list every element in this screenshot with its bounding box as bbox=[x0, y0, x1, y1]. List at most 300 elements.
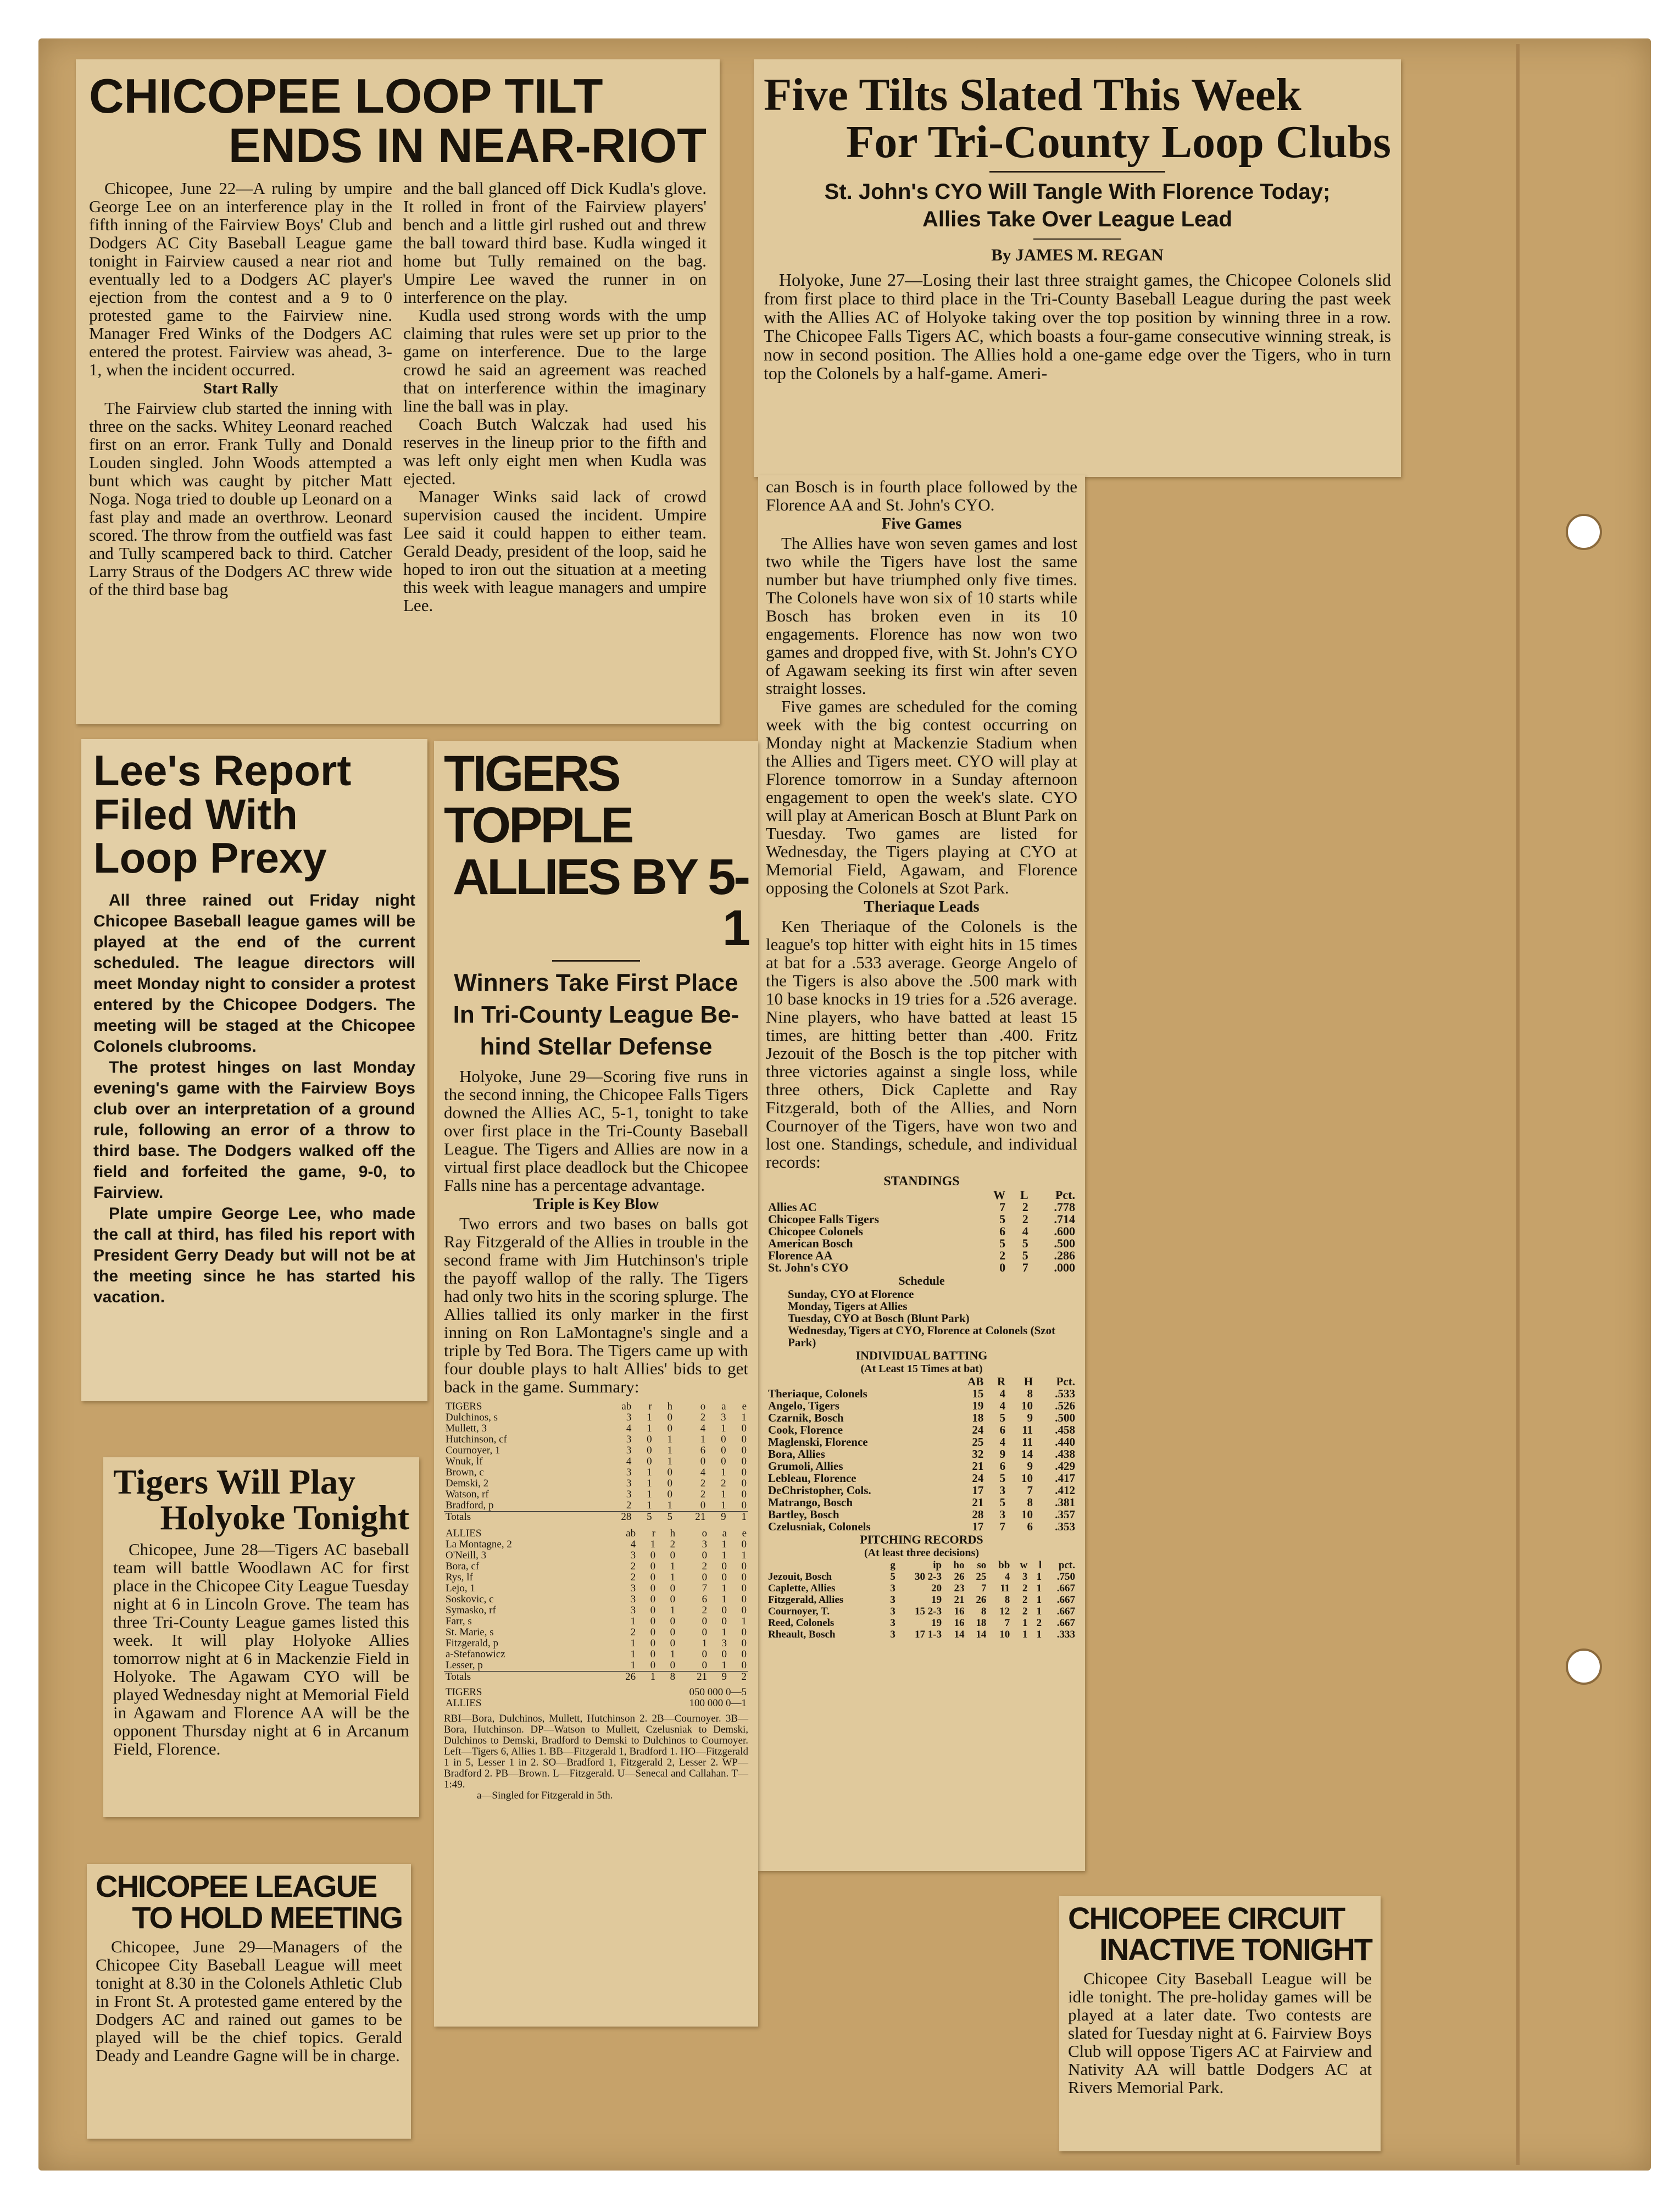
box-score-allies bbox=[444, 1528, 748, 1683]
headline-line-3: Loop Prexy bbox=[93, 834, 327, 882]
player-name: Wnuk, lf bbox=[446, 1456, 483, 1468]
stat-cell: 0 bbox=[647, 1445, 652, 1457]
stat-cell: 3 bbox=[890, 1629, 895, 1640]
column-header: w bbox=[1020, 1559, 1028, 1571]
clipping-chicopee-circuit bbox=[1059, 1896, 1381, 2151]
stat-cell: 0 bbox=[650, 1583, 656, 1595]
stat-cell: 2 bbox=[1022, 1200, 1028, 1214]
stat-cell: 4 bbox=[700, 1467, 706, 1479]
stat-cell: 0 bbox=[667, 1478, 673, 1490]
paragraph: Chicopee City Baseball League will be idle tonight. The pre-holiday games will be played at a later date. Two contests are slated for Tuesday night at 6. Fairview Boys Club will oppose Tigers AC at Fairview and Nativity AA will battle Dodgers AC at Rivers Memorial Park. bbox=[1068, 1969, 1372, 2097]
runs-by-inning: 100 000 0—1 bbox=[689, 1697, 747, 1709]
stat-cell: 0 bbox=[721, 1561, 727, 1573]
article-body bbox=[113, 1540, 409, 1758]
stat-cell: 1 bbox=[721, 1594, 727, 1606]
subhead: Start Rally bbox=[203, 379, 279, 397]
stat-cell: 24 bbox=[972, 1472, 984, 1485]
player-name: Czelusniak, Colonels bbox=[768, 1520, 871, 1533]
stat-cell: 1 bbox=[702, 1638, 708, 1650]
table-row bbox=[444, 1627, 748, 1638]
stat-cell: .429 bbox=[1055, 1459, 1075, 1473]
stat-cell: 5 bbox=[1022, 1236, 1028, 1250]
divider bbox=[989, 171, 1165, 173]
stat-cell: 0 bbox=[741, 1478, 747, 1490]
table-row bbox=[766, 1472, 1077, 1484]
column-header: AB bbox=[967, 1375, 984, 1388]
stat-cell: .667 bbox=[1056, 1617, 1075, 1629]
stat-cell: 1 bbox=[721, 1423, 726, 1435]
stat-cell: 0 bbox=[647, 1434, 652, 1446]
batting-title: INDIVIDUAL BATTING bbox=[855, 1348, 988, 1362]
table-row bbox=[444, 1434, 748, 1445]
stat-cell: 3 bbox=[630, 1605, 636, 1617]
column-header: o bbox=[700, 1401, 706, 1413]
line-score bbox=[444, 1687, 748, 1709]
headline-line-2: For Tri-County Loop Clubs bbox=[846, 116, 1391, 168]
stat-cell: 4 bbox=[630, 1539, 636, 1551]
headline-line-1: CHICOPEE CIRCUIT bbox=[1068, 1901, 1345, 1935]
stat-cell: 1 bbox=[721, 1550, 727, 1562]
stat-cell: 1 bbox=[741, 1511, 747, 1523]
stat-cell: 26 bbox=[976, 1594, 987, 1606]
stat-cell: 5 bbox=[999, 1236, 1006, 1250]
stat-cell: .417 bbox=[1055, 1472, 1075, 1485]
stat-cell: 24 bbox=[972, 1423, 984, 1436]
paragraph: The protest hinges on last Monday evening's game with the Fairview Boys club over an interpretation of a ground rule, following an error of a throw to third base. The Dodgers walked off the field and forfeited the game, 9-0, to Fairview. bbox=[93, 1058, 415, 1202]
clipping-five-tilts bbox=[754, 59, 1401, 477]
column-header: so bbox=[977, 1559, 987, 1571]
stat-cell: .440 bbox=[1055, 1435, 1075, 1448]
stat-cell: 5 bbox=[999, 1212, 1006, 1226]
table-row bbox=[444, 1489, 748, 1500]
table-row bbox=[766, 1520, 1077, 1533]
stat-cell: 2 bbox=[1022, 1606, 1028, 1617]
stat-cell: 3 bbox=[721, 1412, 726, 1424]
stat-cell: 2 bbox=[1022, 1212, 1028, 1226]
stat-cell: 0 bbox=[702, 1648, 708, 1661]
runs-by-inning: 050 000 0—5 bbox=[689, 1686, 747, 1699]
stat-cell: 4 bbox=[999, 1399, 1006, 1412]
stat-cell: 2 bbox=[670, 1539, 676, 1551]
table-row bbox=[444, 1561, 748, 1572]
clipping-tigers-will-play bbox=[103, 1457, 419, 1817]
stat-cell: 1 bbox=[647, 1500, 652, 1512]
stat-cell: 2 bbox=[700, 1489, 706, 1501]
subheadline-1: St. John's CYO Will Tangle With Florence Today; bbox=[824, 180, 1331, 204]
stat-cell: 0 bbox=[670, 1583, 676, 1595]
pitching-subtitle: (At least three decisions) bbox=[864, 1547, 980, 1559]
column-header: TIGERS bbox=[446, 1401, 482, 1413]
table-row bbox=[444, 1687, 748, 1698]
table-row bbox=[766, 1262, 1077, 1274]
stat-cell: 3 bbox=[630, 1550, 636, 1562]
stat-cell: 1 bbox=[647, 1489, 652, 1501]
column-header: ho bbox=[953, 1559, 965, 1571]
article-body bbox=[1068, 1969, 1372, 2096]
player-name: Bradford, p bbox=[446, 1500, 494, 1512]
stat-cell: 1 bbox=[721, 1539, 727, 1551]
stat-cell: 6 bbox=[999, 1224, 1006, 1238]
subheadline-line: hind Stellar Defense bbox=[480, 1033, 713, 1061]
stat-cell: 1 bbox=[1022, 1629, 1028, 1640]
table-header-row bbox=[766, 1559, 1077, 1571]
column-header: a bbox=[722, 1528, 727, 1540]
stat-cell: 20 bbox=[931, 1583, 942, 1594]
stat-cell: 9 bbox=[1027, 1459, 1033, 1473]
table-row bbox=[766, 1484, 1077, 1496]
clipping-lees-report bbox=[81, 739, 427, 1401]
column-header: bb bbox=[998, 1559, 1010, 1571]
schedule-item: Wednesday, Tigers at CYO, Florence at Colonels (Szot Park) bbox=[788, 1324, 1056, 1349]
table-row bbox=[444, 1478, 748, 1489]
table-row bbox=[444, 1423, 748, 1434]
stat-cell: 3 bbox=[1022, 1571, 1028, 1583]
stat-cell: 0 bbox=[741, 1434, 747, 1446]
stat-cell: 11 bbox=[1022, 1423, 1033, 1436]
stat-cell: .600 bbox=[1054, 1224, 1075, 1238]
player-name: Theriaque, Colonels bbox=[768, 1387, 867, 1400]
team-name: Allies AC bbox=[768, 1200, 817, 1214]
table-row bbox=[444, 1456, 748, 1467]
team-name: TIGERS bbox=[446, 1686, 482, 1699]
stat-cell: 2 bbox=[700, 1478, 706, 1490]
stat-cell: .714 bbox=[1054, 1212, 1075, 1226]
stat-cell: 14 bbox=[1021, 1447, 1033, 1461]
stat-cell: 28 bbox=[972, 1508, 984, 1521]
paragraph: All three rained out Friday night Chicopee Baseball league games will be played at the end of the current scheduled. The league directors will meet Monday night to consider a protest entered by the Chicopee Dodgers. The meeting will be staged at the Chicopee Colonels clubrooms. bbox=[93, 891, 415, 1056]
stat-cell: 0 bbox=[741, 1627, 747, 1639]
paragraph: Two errors and two bases on balls got Ray Fitzgerald of the Allies in trouble in the second frame with Jim Hutchinson's triple the payoff wallop of the rally. The Tigers had only two hits in the scoring splurge. The Allies tallied its only marker in the first inning on Ron LaMontagne's single and a triple by Ted Bora. The Tigers came up with four double plays to halt Allies' bids to get back in the game. Summary: bbox=[444, 1214, 748, 1397]
article-body bbox=[93, 890, 415, 1308]
pitcher-name: Fitzgerald, Allies bbox=[768, 1594, 844, 1606]
table-header-row bbox=[444, 1401, 748, 1412]
player-name: Mullett, 3 bbox=[446, 1423, 487, 1435]
stat-cell: 1 bbox=[670, 1572, 676, 1584]
stat-cell: 6 bbox=[999, 1423, 1006, 1436]
stat-cell: 0 bbox=[721, 1456, 726, 1468]
player-name: Cournoyer, 1 bbox=[446, 1445, 500, 1457]
totals-label: Totals bbox=[446, 1671, 471, 1683]
stat-cell: 25 bbox=[976, 1571, 987, 1583]
table-row bbox=[766, 1400, 1077, 1412]
column-header: ALLIES bbox=[446, 1528, 482, 1540]
stat-cell: 1 bbox=[667, 1456, 673, 1468]
subheadline-2: Allies Take Over League Lead bbox=[922, 207, 1232, 232]
stat-cell: 17 bbox=[972, 1520, 984, 1533]
stat-cell: 1 bbox=[1036, 1629, 1042, 1640]
stat-cell: 0 bbox=[741, 1539, 747, 1551]
paragraph: can Bosch is in fourth place followed by the Florence AA and St. John's CYO. bbox=[766, 477, 1077, 514]
table-row bbox=[444, 1660, 748, 1672]
player-name: Fitzgerald, p bbox=[446, 1638, 499, 1650]
totals-label: Totals bbox=[446, 1511, 471, 1523]
stat-cell: 17 bbox=[972, 1484, 984, 1497]
stat-cell: 7 bbox=[999, 1200, 1006, 1214]
stat-cell: 7 bbox=[1004, 1617, 1010, 1629]
stat-cell: 2 bbox=[630, 1561, 636, 1573]
pitcher-name: Caplette, Allies bbox=[768, 1583, 836, 1594]
stat-cell: 3 bbox=[626, 1467, 632, 1479]
stat-cell: .286 bbox=[1054, 1248, 1075, 1262]
paragraph: Chicopee, June 28—Tigers AC baseball team will battle Woodlawn AC for first place in the Chicopee City League Tuesday night at 6 in Lincoln Grove. The team has three Tri-County League games listed this week. It will play Holyoke Allies tomorrow night at 6 in Mackenzie Field in Holyoke. The Agawam CYO will be played Wednesday night at Memorial Field in Agawam and Florence AA will be the opponent Thursday night at 6 in Arcanum Field, Florence. bbox=[113, 1539, 409, 1758]
stat-cell: 2 bbox=[999, 1248, 1006, 1262]
stat-cell: 21 bbox=[695, 1511, 706, 1523]
stat-cell: 5 bbox=[999, 1411, 1006, 1424]
stat-cell: 1 bbox=[630, 1638, 636, 1650]
player-name: Demski, 2 bbox=[446, 1478, 489, 1490]
stat-cell: 3 bbox=[702, 1539, 708, 1551]
stat-cell: .000 bbox=[1054, 1261, 1075, 1274]
stat-cell: 21 bbox=[972, 1496, 984, 1509]
stat-cell: 7 bbox=[1027, 1484, 1033, 1497]
player-name: Grumoli, Allies bbox=[768, 1459, 843, 1473]
headline-line-2: Holyoke Tonight bbox=[160, 1498, 409, 1538]
stat-cell: 2 bbox=[1022, 1594, 1028, 1606]
paragraph: Manager Winks said lack of crowd supervision caused the incident. Umpire Lee said it could happen to either team. Gerald Deady, president of the loop, said he hoped to iron out the situation at a meeting this week with league managers and umpire Lee. bbox=[403, 486, 707, 615]
player-name: Cook, Florence bbox=[768, 1423, 843, 1436]
table-row bbox=[444, 1605, 748, 1616]
table-row bbox=[766, 1508, 1077, 1520]
stat-cell: 19 bbox=[972, 1399, 984, 1412]
player-name: a-Stefanowicz bbox=[446, 1648, 505, 1661]
headline-line-1: CHICOPEE LEAGUE bbox=[96, 1869, 377, 1903]
stat-cell: 9 bbox=[1027, 1411, 1033, 1424]
player-name: O'Neill, 3 bbox=[446, 1550, 487, 1562]
stat-cell: .667 bbox=[1056, 1606, 1075, 1617]
stat-cell: .667 bbox=[1056, 1583, 1075, 1594]
stat-cell: 1 bbox=[647, 1412, 652, 1424]
column-header: R bbox=[997, 1375, 1006, 1388]
table-row bbox=[444, 1550, 748, 1561]
stat-cell: 0 bbox=[702, 1659, 708, 1672]
stat-cell: 0 bbox=[721, 1572, 727, 1584]
stat-cell: 1 bbox=[700, 1434, 706, 1446]
table-row bbox=[444, 1467, 748, 1478]
table-header-row bbox=[766, 1375, 1077, 1387]
stat-cell: 21 bbox=[697, 1671, 708, 1683]
stat-cell: 0 bbox=[667, 1489, 673, 1501]
stat-cell: 1 bbox=[630, 1616, 636, 1628]
stat-cell: 1 bbox=[721, 1583, 727, 1595]
stat-cell: 4 bbox=[700, 1423, 706, 1435]
player-name: Farr, s bbox=[446, 1616, 472, 1628]
stat-cell: 9 bbox=[721, 1511, 726, 1523]
stat-cell: 1 bbox=[670, 1561, 676, 1573]
paragraph: and the ball glanced off Dick Kudla's glove. It rolled in front of the Fairview players' bench and a little girl rushed out and threw the ball toward third base. Kudla winged it home but Tully remained on the bag. Umpire Lee waved the runner in on interference on the play. bbox=[403, 178, 707, 307]
stat-cell: 0 bbox=[667, 1467, 673, 1479]
stat-cell: 1 bbox=[721, 1500, 726, 1512]
stat-cell: 0 bbox=[741, 1423, 747, 1435]
stat-cell: 26 bbox=[954, 1571, 965, 1583]
headline-line-2: ALLIES BY 5-1 bbox=[452, 848, 748, 957]
stat-cell: 3 bbox=[890, 1617, 895, 1629]
lead-paragraph bbox=[764, 270, 1391, 382]
schedule-item: Tuesday, CYO at Bosch (Blunt Park) bbox=[788, 1312, 970, 1325]
stat-cell: .533 bbox=[1055, 1387, 1075, 1400]
stat-cell: 0 bbox=[721, 1445, 726, 1457]
stat-cell: 0 bbox=[670, 1594, 676, 1606]
player-name: Angelo, Tigers bbox=[768, 1399, 839, 1412]
clipping-five-tilts-continued bbox=[758, 475, 1085, 1871]
game-summary: RBI—Bora, Dulchinos, Mullett, Hutchinson 2. 2B—Cournoyer. 3B—Bora, Hutchinson. DP—Watson to Mullett, Czelusniak to Demski, Dulchinos to Demski, Bradford to Demski to Dulchinos to Cournoyer. Left—Tigers 6, Allies 1. BB—Fitzgerald 1, Bradford 1. HO—Fitzgerald 1 in 5, Lesser 1 in 2. SO—Bradford 1, Fitzgerald 2, Lesser 2. WP—Bradford 2. PB—Brown. L—Fitzgerald. U—Senecal and Callahan. T—1:49. bbox=[444, 1713, 748, 1791]
table-row bbox=[444, 1594, 748, 1605]
clipping-chicopee-league-meeting bbox=[87, 1864, 411, 2139]
stat-cell: 1 bbox=[647, 1423, 652, 1435]
stat-cell: 0 bbox=[741, 1605, 747, 1617]
stat-cell: 1 bbox=[670, 1605, 676, 1617]
column-header: l bbox=[1038, 1559, 1042, 1571]
table-row bbox=[766, 1496, 1077, 1508]
player-name: Rys, lf bbox=[446, 1572, 473, 1584]
stat-cell: 0 bbox=[670, 1616, 676, 1628]
divider bbox=[552, 960, 640, 962]
player-name: La Montagne, 2 bbox=[446, 1539, 512, 1551]
column-header: ab bbox=[626, 1528, 636, 1540]
stat-cell: 1 bbox=[741, 1412, 747, 1424]
standings-table bbox=[766, 1189, 1077, 1274]
paragraph: Plate umpire George Lee, who made the call at third, has filed his report with President Gerry Deady but will not be at the meeting since he has started his vacation. bbox=[93, 1204, 415, 1306]
pitcher-name: Reed, Colonels bbox=[768, 1617, 835, 1629]
stat-cell: 1 bbox=[630, 1648, 636, 1661]
stat-cell: 25 bbox=[972, 1435, 984, 1448]
stat-cell: 2 bbox=[630, 1572, 636, 1584]
player-name: Soskovic, c bbox=[446, 1594, 494, 1606]
stat-cell: 3 bbox=[890, 1606, 895, 1617]
column-header: a bbox=[721, 1401, 726, 1413]
paragraph: The Allies have won seven games and lost two while the Tigers have lost the same number but have triumphed only five times. The Colonels have won six of 10 starts while Bosch has broken even in its 10 engagements. Florence has now won two games and dropped five, with St. John's CYO of Agawam seeking its first win after seven straight losses. bbox=[766, 534, 1077, 698]
table-row bbox=[444, 1616, 748, 1627]
stat-cell: 12 bbox=[999, 1606, 1010, 1617]
stat-cell: .412 bbox=[1055, 1484, 1075, 1497]
column-header: h bbox=[670, 1528, 676, 1540]
headline-line-1: Lee's Report bbox=[93, 746, 352, 795]
subhead: Theriaque Leads bbox=[864, 898, 980, 915]
stat-cell: 1 bbox=[670, 1648, 676, 1661]
divider bbox=[1033, 238, 1121, 240]
stat-cell: 3 bbox=[999, 1484, 1006, 1497]
stat-cell: 4 bbox=[1004, 1571, 1010, 1583]
stat-cell: 0 bbox=[741, 1638, 747, 1650]
stat-cell: 1 bbox=[741, 1616, 747, 1628]
box-score-tigers bbox=[444, 1401, 748, 1523]
subhead: Five Games bbox=[881, 515, 962, 532]
paragraph: Ken Theriaque of the Colonels is the league's top hitter with eight hits in 15 times at bat for a .533 average. George Angelo of the Tigers is also above the .500 mark with 10 base knocks in 19 tries for a .526 average. Nine players, who have batted at least 15 times, are hitting better than .400. Fritz Jezouit of the Bosch is the top pitcher with three victories against a single loss, while three others, Dick Caplette and Ray Fitzgerald, both of the Allies, and Norn Cournoyer of the Tigers, have won two and lost one. Standings, schedule, and individual records: bbox=[766, 917, 1077, 1172]
totals-row bbox=[444, 1672, 748, 1683]
schedule-item: Sunday, CYO at Florence bbox=[788, 1287, 914, 1301]
table-row bbox=[766, 1583, 1077, 1594]
batting-table bbox=[766, 1375, 1077, 1533]
stat-cell: 3 bbox=[890, 1583, 895, 1594]
headline-line-2: INACTIVE TONIGHT bbox=[1099, 1932, 1372, 1967]
stat-cell: 1 bbox=[721, 1489, 726, 1501]
player-name: Brown, c bbox=[446, 1467, 484, 1479]
player-name: Symasko, rf bbox=[446, 1605, 496, 1617]
stat-cell: 0 bbox=[650, 1561, 656, 1573]
stat-cell: 1 bbox=[721, 1659, 727, 1672]
paragraph: Holyoke, June 29—Scoring five runs in the second inning, the Chicopee Falls Tigers downed the Allies AC, 5-1, tonight to take over first place in the Tri-County Baseball League. The Tigers and Allies are now in a virtual first place deadlock but the Chicopee Falls nine has a percentage advantage. bbox=[444, 1067, 748, 1195]
table-row bbox=[766, 1436, 1077, 1448]
stat-cell: 6 bbox=[702, 1594, 708, 1606]
stat-cell: 0 bbox=[741, 1583, 747, 1595]
stat-cell: 3 bbox=[890, 1594, 895, 1606]
team-name: Chicopee Falls Tigers bbox=[768, 1212, 880, 1226]
stat-cell: 1 bbox=[1022, 1617, 1028, 1629]
column-header: pct. bbox=[1058, 1559, 1075, 1571]
stat-cell: 6 bbox=[700, 1445, 706, 1457]
player-name: Czarnik, Bosch bbox=[768, 1411, 844, 1424]
stat-cell: 0 bbox=[650, 1648, 656, 1661]
stat-cell: 2 bbox=[702, 1605, 708, 1617]
table-row bbox=[766, 1617, 1077, 1629]
page-fold bbox=[1516, 44, 1520, 2165]
stat-cell: 8 bbox=[1004, 1594, 1010, 1606]
article-column-1 bbox=[89, 179, 392, 614]
stat-cell: 0 bbox=[667, 1412, 673, 1424]
stat-cell: 16 bbox=[954, 1617, 965, 1629]
stat-cell: 0 bbox=[741, 1648, 747, 1661]
stat-cell: 0 bbox=[702, 1550, 708, 1562]
stat-cell: 8 bbox=[670, 1671, 676, 1683]
stat-cell: 3 bbox=[626, 1489, 632, 1501]
headline-line-1: Tigers Will Play bbox=[113, 1462, 355, 1501]
table-row bbox=[444, 1649, 748, 1660]
player-name: Bora, Allies bbox=[768, 1447, 825, 1461]
stat-cell: 2 bbox=[1022, 1583, 1028, 1594]
column-header: e bbox=[742, 1401, 747, 1413]
column-header: H bbox=[1023, 1375, 1033, 1388]
paragraph: Kudla used strong words with the ump claiming that rules were set up prior to the game on interference. Due to the large crowd he said an agreement was reached that on interference within the imaginary line the ball was in play. bbox=[403, 305, 707, 415]
stat-cell: 1 bbox=[647, 1467, 652, 1479]
stat-cell: 1 bbox=[630, 1659, 636, 1672]
player-name: Bartley, Bosch bbox=[768, 1508, 839, 1521]
column-header: ab bbox=[621, 1401, 632, 1413]
stat-cell: 5 bbox=[999, 1472, 1006, 1485]
subheadline-line: Winners Take First Place bbox=[454, 969, 738, 997]
stat-cell: 15 2-3 bbox=[915, 1606, 942, 1617]
table-row bbox=[766, 1424, 1077, 1436]
stat-cell: 1 bbox=[667, 1445, 673, 1457]
stat-cell: 9 bbox=[999, 1447, 1006, 1461]
stat-cell: 16 bbox=[954, 1606, 965, 1617]
stat-cell: 11 bbox=[1022, 1435, 1033, 1448]
column-header: L bbox=[1020, 1188, 1028, 1202]
stat-cell: 0 bbox=[650, 1627, 656, 1639]
column-header: W bbox=[993, 1188, 1006, 1202]
stat-cell: 0 bbox=[650, 1550, 656, 1562]
stat-cell: 5 bbox=[667, 1511, 673, 1523]
table-row bbox=[444, 1412, 748, 1423]
stat-cell: 5 bbox=[890, 1571, 895, 1583]
stat-cell: 7 bbox=[999, 1520, 1006, 1533]
subheadline bbox=[444, 967, 748, 1063]
stat-cell: 0 bbox=[670, 1659, 676, 1672]
stat-cell: 3 bbox=[626, 1434, 632, 1446]
stat-cell: 0 bbox=[670, 1638, 676, 1650]
headline-line-1: Five Tilts Slated This Week bbox=[764, 69, 1301, 120]
article-body bbox=[96, 1938, 402, 2064]
column-header: g bbox=[890, 1559, 895, 1571]
stat-cell: .353 bbox=[1055, 1520, 1075, 1533]
article-body bbox=[444, 1067, 748, 1396]
column-header: h bbox=[667, 1401, 673, 1413]
stat-cell: 9 bbox=[721, 1671, 727, 1683]
column-header: Pct. bbox=[1055, 1188, 1075, 1202]
headline-line-2: TO HOLD MEETING bbox=[132, 1900, 402, 1935]
stat-cell: .357 bbox=[1055, 1508, 1075, 1521]
stat-cell: 18 bbox=[976, 1617, 987, 1629]
stat-cell: 3 bbox=[626, 1412, 632, 1424]
player-name: Lesser, p bbox=[446, 1659, 483, 1672]
